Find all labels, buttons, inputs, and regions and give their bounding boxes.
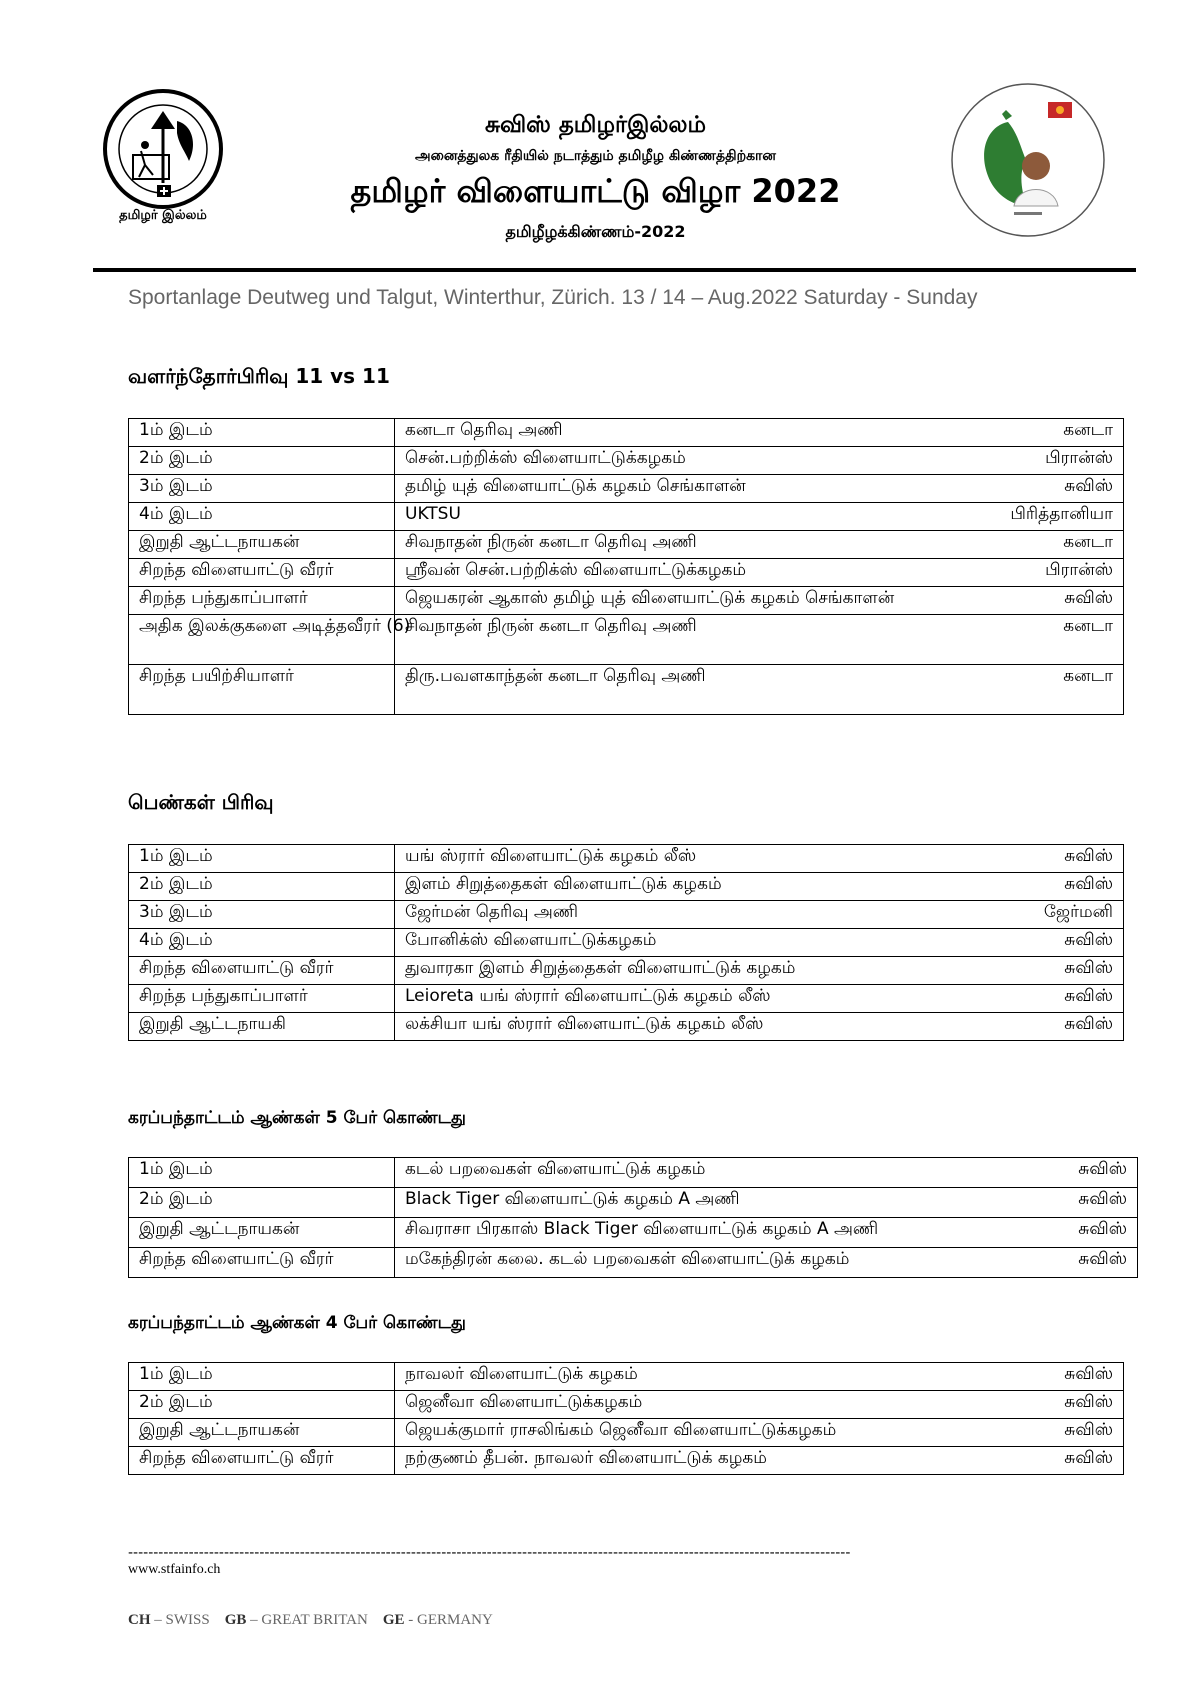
row-country: சுவிஸ் [766,1158,1138,1188]
row-country: சுவிஸ் [759,929,1124,957]
row-label: 2ம் இடம் [129,873,395,901]
row-team: ஜெயகரன் ஆகாஸ் தமிழ் யுத் விளையாட்டுக் கழகம் செங்காளன் [395,587,760,615]
row-label: 3ம் இடம் [129,901,395,929]
row-label: 4ம் இடம் [129,503,395,531]
table-row [129,1419,1124,1447]
row-team: சென்.பற்றிக்ஸ் விளையாட்டுக்கழகம் [395,447,760,475]
table-row [129,1391,1124,1419]
row-country: சுவிஸ் [766,1218,1138,1248]
table-row [129,1188,1138,1218]
row-country: சுவிஸ் [759,845,1124,873]
row-label: இறுதி ஆட்டநாயகன் [129,1218,395,1248]
table-row [129,1013,1124,1041]
country-legend [128,1612,493,1629]
row-country: சுவிஸ் [759,1391,1124,1419]
venue-date: Sportanlage Deutweg und Talgut, Winterthur, Zürich. 13 / 14 – Aug.2022 Saturday - Sunday [128,286,978,309]
row-team: கனடா தெரிவு அணி [395,419,760,447]
row-team: இளம் சிறுத்தைகள் விளையாட்டுக் கழகம் [395,873,760,901]
row-country: பிரான்ஸ் [759,447,1124,475]
row-country: சுவிஸ் [766,1188,1138,1218]
table-row [129,901,1124,929]
results-table-volleyball-5 [128,1157,1138,1278]
row-country: சுவிஸ் [759,1419,1124,1447]
row-label: 1ம் இடம் [129,1363,395,1391]
footer-divider: ----------------------------------------------------------------------------------------------------------------------------------------------- [128,1545,851,1561]
row-label: 2ம் இடம் [129,1391,395,1419]
section-title-volleyball-5: கரப்பந்தாட்டம் ஆண்கள் 5 பேர் கொண்டது [128,1108,466,1128]
row-country: கனடா [759,419,1124,447]
table-row [129,1218,1138,1248]
row-team: தமிழ் யுத் விளையாட்டுக் கழகம் செங்காளன் [395,475,760,503]
row-label: சிறந்த விளையாட்டு வீரர் [129,559,395,587]
row-country: ஜேர்மனி [759,901,1124,929]
event-title: தமிழர் விளையாட்டு விழா 2022 [350,172,841,210]
row-label: சிறந்த பந்துகாப்பாளர் [129,985,395,1013]
table-row [129,503,1124,531]
row-country: சுவிஸ் [759,1363,1124,1391]
row-label: 1ம் இடம் [129,1158,395,1188]
table-row [129,929,1124,957]
row-label: சிறந்த பயிற்சியாளர் [129,665,395,715]
row-team: நற்குணம் தீபன். நாவலர் விளையாட்டுக் கழகம் [395,1447,760,1475]
table-row [129,985,1124,1013]
row-country: சுவிஸ் [759,1447,1124,1475]
table-row [129,447,1124,475]
org-name: சுவிஸ் தமிழர்இல்லம் [484,112,707,138]
row-label: இறுதி ஆட்டநாயகன் [129,531,395,559]
row-team: Leioreta யங் ஸ்ரார் விளையாட்டுக் கழகம் லீஸ் [395,985,760,1013]
table-row [129,531,1124,559]
row-label: அதிக இலக்குகளை அடித்தவீரர் (6) [129,615,395,665]
row-team: Black Tiger விளையாட்டுக் கழகம் A அணி [395,1188,767,1218]
row-country: சுவிஸ் [759,1013,1124,1041]
section-title-women: பெண்கள் பிரிவு [128,790,274,814]
results-table-women [128,844,1124,1041]
row-team: ஜெனீவா விளையாட்டுக்கழகம் [395,1391,760,1419]
table-row [129,957,1124,985]
header-divider [93,268,1136,272]
row-label: இறுதி ஆட்டநாயகி [129,1013,395,1041]
legend-name: – GREAT BRITAN [250,1612,368,1628]
row-country: பிரான்ஸ் [759,559,1124,587]
results-table-volleyball-4 [128,1362,1124,1475]
event-subtitle: அனைத்துலக ரீதியில் நடாத்தும் தமிழீழ கிண்ணத்திற்கான [415,148,776,164]
table-row [129,665,1124,715]
section-title-volleyball-4: கரப்பந்தாட்டம் ஆண்கள் 4 பேர் கொண்டது [128,1313,466,1333]
row-country: சுவிஸ் [759,475,1124,503]
row-team: போனிக்ஸ் விளையாட்டுக்கழகம் [395,929,760,957]
row-label: 2ம் இடம் [129,1188,395,1218]
legend-code: GE [382,1612,405,1628]
row-team: லக்சியா யங் ஸ்ரார் விளையாட்டுக் கழகம் லீஸ் [395,1013,760,1041]
row-country: கனடா [759,615,1124,665]
row-team: மகேந்திரன் கலை. கடல் பறவைகள் விளையாட்டுக் கழகம் [395,1248,767,1278]
legend-code: CH [128,1612,151,1628]
row-label: சிறந்த விளையாட்டு வீரர் [129,957,395,985]
legend-name: - GERMANY [408,1612,493,1628]
row-team: சிவநாதன் நிருன் கனடா தெரிவு அணி [395,615,760,665]
row-team: கடல் பறவைகள் விளையாட்டுக் கழகம் [395,1158,767,1188]
row-country: சுவிஸ் [759,587,1124,615]
row-label: 4ம் இடம் [129,929,395,957]
row-team: யங் ஸ்ரார் விளையாட்டுக் கழகம் லீஸ் [395,845,760,873]
row-label: 2ம் இடம் [129,447,395,475]
row-label: சிறந்த பந்துகாப்பாளர் [129,587,395,615]
row-country: பிரித்தானியா [759,503,1124,531]
section-title-adults: வளர்ந்தோர்பிரிவு 11 vs 11 [128,364,390,388]
row-label: இறுதி ஆட்டநாயகன் [129,1419,395,1447]
table-row [129,559,1124,587]
row-label: சிறந்த விளையாட்டு வீரர் [129,1447,395,1475]
row-country: கனடா [759,531,1124,559]
row-country: கனடா [759,665,1124,715]
row-team: நாவலர் விளையாட்டுக் கழகம் [395,1363,760,1391]
table-row [129,615,1124,665]
table-row [129,1248,1138,1278]
row-team: சிவராசா பிரகாஸ் Black Tiger விளையாட்டுக் கழகம் A அணி [395,1218,767,1248]
results-table-adults [128,418,1124,715]
row-team: துவாரகா இளம் சிறுத்தைகள் விளையாட்டுக் கழகம் [395,957,760,985]
row-country: சுவிஸ் [759,957,1124,985]
row-label: 1ம் இடம் [129,419,395,447]
table-row [129,1447,1124,1475]
table-row [129,845,1124,873]
table-row [129,475,1124,503]
website-link[interactable]: www.stfainfo.ch [128,1562,221,1577]
logo-caption: தமிழர் இல்லம் [119,208,207,223]
row-team: ஸ்ரீவன் சென்.பற்றிக்ஸ் விளையாட்டுக்கழகம் [395,559,760,587]
row-label: சிறந்த விளையாட்டு வீரர் [129,1248,395,1278]
row-team: ஜேர்மன் தெரிவு அணி [395,901,760,929]
row-team: திரு.பவளகாந்தன் கனடா தெரிவு அணி [395,665,760,715]
row-team: ஜெயக்குமார் ராசலிங்கம் ஜெனீவா விளையாட்டுக்கழகம் [395,1419,760,1447]
table-row [129,873,1124,901]
table-row [129,1158,1138,1188]
row-label: 3ம் இடம் [129,475,395,503]
table-row [129,419,1124,447]
row-label: 1ம் இடம் [129,845,395,873]
row-team: சிவநாதன் நிருன் கனடா தெரிவு அணி [395,531,760,559]
cup-name: தமிழீழக்கிண்ணம்-2022 [505,222,686,241]
legend-name: – SWISS [154,1612,210,1628]
legend-code: GB [224,1612,247,1628]
table-row [129,1363,1124,1391]
row-country: சுவிஸ் [759,985,1124,1013]
row-team: UKTSU [395,503,760,531]
table-row [129,587,1124,615]
row-country: சுவிஸ் [766,1248,1138,1278]
row-country: சுவிஸ் [759,873,1124,901]
